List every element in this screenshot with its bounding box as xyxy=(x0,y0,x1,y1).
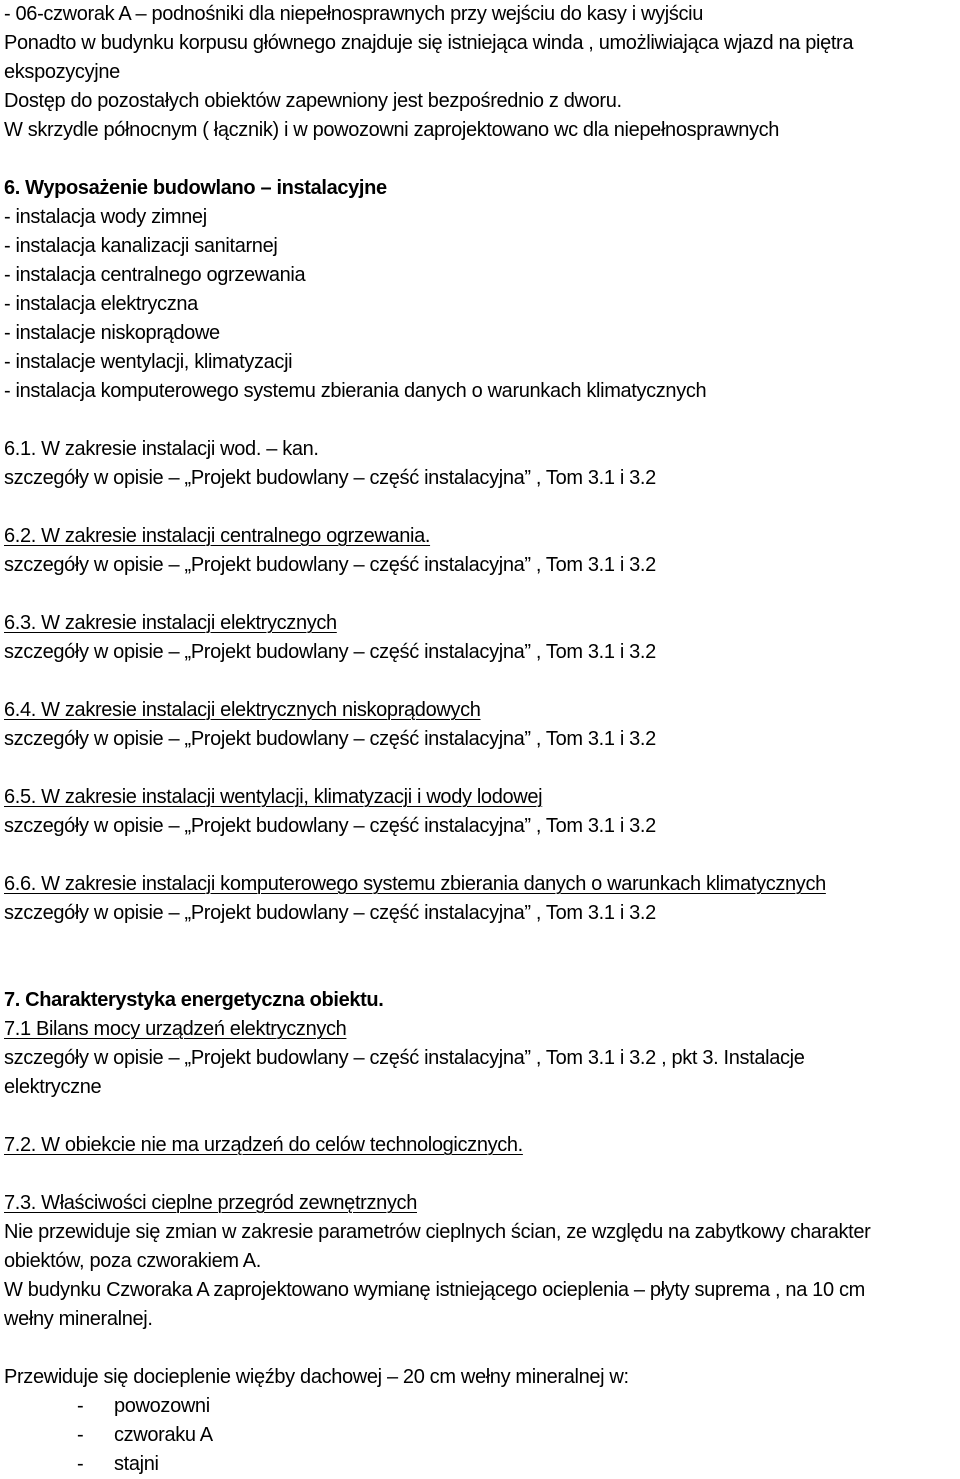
dash-marker: - xyxy=(77,1453,84,1475)
subsection-6-2 xyxy=(4,522,956,580)
insulation-block xyxy=(4,1363,956,1479)
subsection-6-3 xyxy=(4,609,956,667)
list-item xyxy=(4,1450,956,1479)
subsection-6-4 xyxy=(4,696,956,754)
subsection-title: 7.3. Właściwości cieplne przegród zewnętrznych xyxy=(4,1192,417,1214)
list-item xyxy=(4,1421,956,1450)
paragraph-line: wełny mineralnej. xyxy=(4,1308,153,1330)
list-item-label: stajni xyxy=(114,1453,159,1475)
subsection-7-3 xyxy=(4,1189,956,1334)
insulation-intro: Przewiduje się docieplenie więźby dachowej – 20 cm wełny mineralnej w: xyxy=(4,1366,629,1388)
subsection-detail: szczegóły w opisie – „Projekt budowlany – część instalacyjna” , Tom 3.1 i 3.2 xyxy=(4,902,656,924)
subsection-detail: szczegóły w opisie – „Projekt budowlany – część instalacyjna” , Tom 3.1 i 3.2 xyxy=(4,815,656,837)
section-heading: 7. Charakterystyka energetyczna obiektu. xyxy=(4,989,384,1011)
subsection-title: 6.6. W zakresie instalacji komputerowego systemu zbierania danych o warunkach klimatycznych xyxy=(4,873,826,895)
section-heading: 6. Wyposażenie budowlano – instalacyjne xyxy=(4,177,387,199)
subsection-title: 6.5. W zakresie instalacji wentylacji, klimatyzacji i wody lodowej xyxy=(4,786,543,808)
list-item: - instalacja wody zimnej xyxy=(4,206,207,228)
subsection-title: 6.3. W zakresie instalacji elektrycznych xyxy=(4,612,337,634)
subsection-title: 6.2. W zakresie instalacji centralnego ogrzewania. xyxy=(4,525,431,547)
subsection-6-6 xyxy=(4,870,956,928)
list-item xyxy=(4,1392,956,1421)
spacer xyxy=(4,1334,956,1363)
spacer xyxy=(4,1160,956,1189)
subsection-title: 6.1. W zakresie instalacji wod. – kan. xyxy=(4,438,319,460)
subsection-detail: szczegóły w opisie – „Projekt budowlany – część instalacyjna” , Tom 3.1 i 3.2 xyxy=(4,728,656,750)
list-item: - instalacje niskoprądowe xyxy=(4,322,220,344)
list-item: - instalacja komputerowego systemu zbierania danych o warunkach klimatycznych xyxy=(4,380,707,402)
subsection-detail: szczegóły w opisie – „Projekt budowlany – część instalacyjna” , Tom 3.1 i 3.2 xyxy=(4,641,656,663)
subsection-7-2 xyxy=(4,1131,956,1160)
subsection-6-1 xyxy=(4,435,956,493)
subsection-title: 6.4. W zakresie instalacji elektrycznych niskoprądowych xyxy=(4,699,481,721)
spacer xyxy=(4,1102,956,1131)
paragraph-line: obiektów, poza czworakiem A. xyxy=(4,1250,261,1272)
section-7 xyxy=(4,986,956,1479)
spacer xyxy=(4,667,956,696)
intro-line: W skrzydle północnym ( łącznik) i w powozowni zaprojektowano wc dla niepełnosprawnych xyxy=(4,119,780,141)
dash-marker: - xyxy=(77,1424,84,1446)
intro-line: Ponadto w budynku korpusu głównego znajduje się istniejąca winda , umożliwiająca wjazd na piętra xyxy=(4,32,854,54)
list-item: - instalacje wentylacji, klimatyzacji xyxy=(4,351,293,373)
section-6 xyxy=(4,174,956,928)
list-item: - instalacja elektryczna xyxy=(4,293,198,315)
subsection-title: 7.1 Bilans mocy urządzeń elektrycznych xyxy=(4,1018,347,1040)
list-item: - instalacja kanalizacji sanitarnej xyxy=(4,235,278,257)
list-item-label: powozowni xyxy=(114,1395,210,1417)
spacer xyxy=(4,580,956,609)
subsection-detail: elektryczne xyxy=(4,1076,102,1098)
subsection-7-1 xyxy=(4,1015,956,1102)
spacer xyxy=(4,406,956,435)
list-item: - instalacja centralnego ogrzewania xyxy=(4,264,306,286)
subsection-detail: szczegóły w opisie – „Projekt budowlany – część instalacyjna” , Tom 3.1 i 3.2 , pkt 3. Instalacje xyxy=(4,1047,805,1069)
subsection-title: 7.2. W obiekcie nie ma urządzeń do celów technologicznych. xyxy=(4,1134,523,1156)
paragraph-line: Nie przewiduje się zmian w zakresie parametrów cieplnych ścian, ze względu na zabytkowy charakter xyxy=(4,1221,871,1243)
spacer xyxy=(4,928,956,986)
intro-line: ekspozycyjne xyxy=(4,61,120,83)
dash-marker: - xyxy=(77,1395,84,1417)
spacer xyxy=(4,493,956,522)
intro-line: Dostęp do pozostałych obiektów zapewniony jest bezpośrednio z dworu. xyxy=(4,90,622,112)
intro-line: - 06-czworak A – podnośniki dla niepełnosprawnych przy wejściu do kasy i wyjściu xyxy=(4,3,704,25)
spacer xyxy=(4,754,956,783)
intro-block xyxy=(4,0,956,145)
list-item-label: czworaku A xyxy=(114,1424,213,1446)
paragraph-line: W budynku Czworaka A zaprojektowano wymianę istniejącego ocieplenia – płyty suprema , na 10 cm xyxy=(4,1279,865,1301)
spacer xyxy=(4,145,956,174)
spacer xyxy=(4,841,956,870)
document-page xyxy=(4,0,956,1479)
subsection-detail: szczegóły w opisie – „Projekt budowlany – część instalacyjna” , Tom 3.1 i 3.2 xyxy=(4,467,656,489)
subsection-detail: szczegóły w opisie – „Projekt budowlany – część instalacyjna” , Tom 3.1 i 3.2 xyxy=(4,554,656,576)
subsection-6-5 xyxy=(4,783,956,841)
